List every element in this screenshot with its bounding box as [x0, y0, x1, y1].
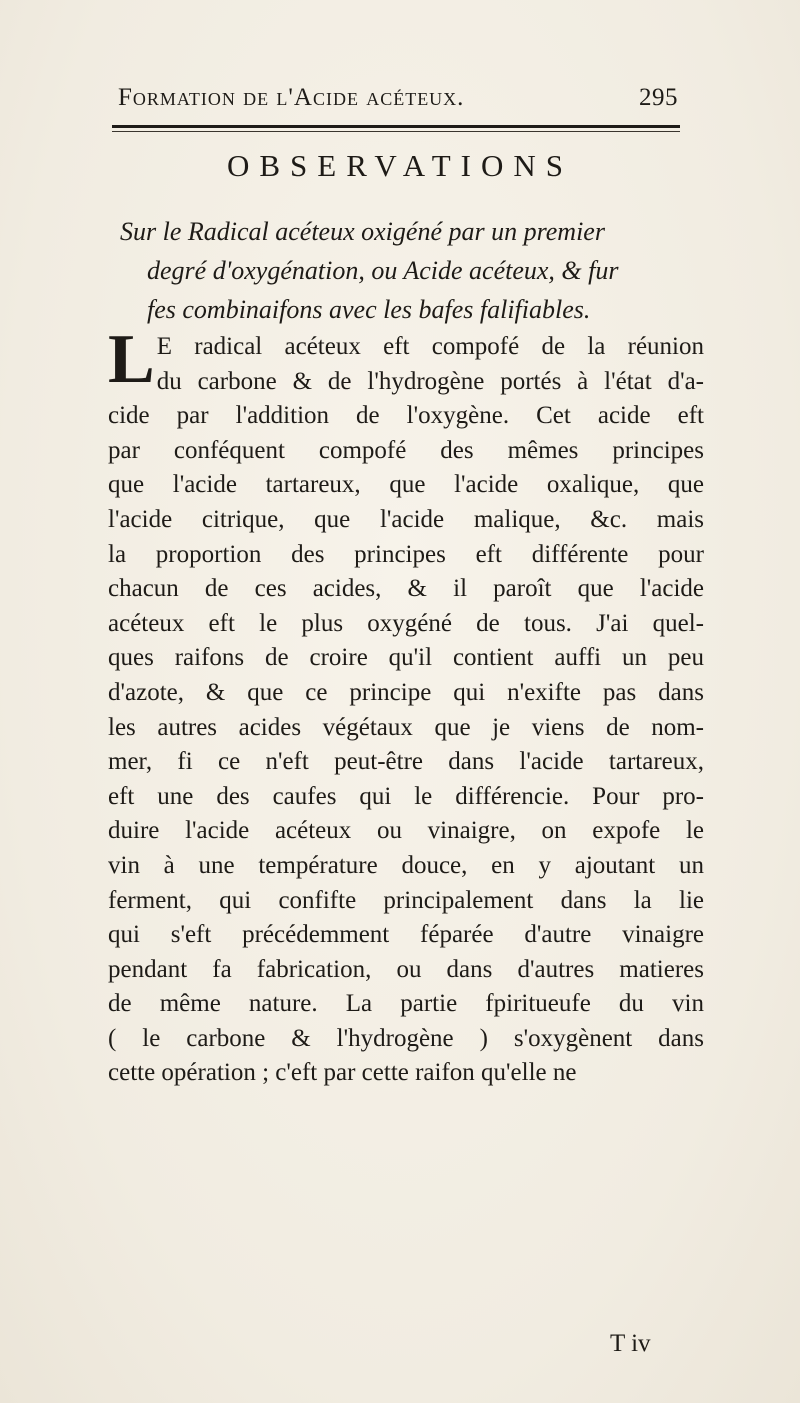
header-rule-thin — [112, 131, 680, 132]
text-line: ques raifons de croire qu'il contient auffi un peu — [108, 644, 704, 672]
header-rule — [112, 125, 680, 128]
running-title: Formation de l'Acide acéteux. — [118, 84, 465, 111]
text-line: mer, fi ce n'eft peut-être dans l'acide tartareux, — [108, 748, 704, 776]
subtitle-line: Sur le Radical acéteux oxigéné par un premier — [120, 217, 605, 246]
text-line: E radical acéteux eft compofé de la réunion — [156, 333, 704, 360]
subtitle-line: fes combinaifons avec les bafes falifiables. — [147, 295, 591, 324]
text-line: d'azote, & que ce principe qui n'exifte pas dans — [108, 678, 704, 706]
text-line: la proportion des principes eft différente pour — [108, 540, 704, 568]
text-line: duire l'acide acéteux ou vinaigre, on expofe le — [108, 817, 704, 845]
text-line: les autres acides végétaux que je viens de nom- — [108, 713, 704, 741]
text-line: eft une des caufes qui le différencie. Pour pro- — [108, 782, 704, 810]
page-number: 295 — [639, 84, 678, 111]
text-line: de même nature. La partie fpiritueufe du vin — [108, 990, 704, 1018]
text-line: par conféquent compofé des mêmes principes — [108, 436, 704, 464]
text-line: qui s'eft précédemment féparée d'autre vinaigre — [108, 921, 704, 949]
text-line: chacun de ces acides, & il paroît que l'acide — [108, 575, 704, 603]
section-heading: OBSERVATIONS — [226, 148, 574, 183]
text-line: cette opération ; c'eft par cette raifon qu'elle ne — [108, 1059, 577, 1087]
running-head — [118, 84, 678, 112]
text-line: que l'acide tartareux, que l'acide oxalique, que — [108, 471, 704, 499]
text-line: acéteux eft le plus oxygéné de tous. J'ai quel- — [108, 609, 704, 637]
signature-mark: T iv — [610, 1330, 651, 1357]
drop-cap: L — [108, 321, 155, 398]
text-line: pendant fa fabrication, ou dans d'autres matieres — [108, 955, 704, 983]
text-line: ferment, qui confifte principalement dans la lie — [108, 886, 704, 914]
text-line: vin à une température douce, en y ajoutant un — [108, 851, 704, 879]
section-subtitle — [120, 212, 700, 329]
text-line: cide par l'addition de l'oxygène. Cet acide eft — [108, 402, 704, 430]
text-line: l'acide citrique, que l'acide malique, &c. mais — [108, 505, 704, 533]
text-line: du carbone & de l'hydrogène portés à l'état d'a- — [156, 367, 704, 395]
body-paragraph — [108, 321, 704, 1091]
subtitle-line: degré d'oxygénation, ou Acide acéteux, & fur — [147, 256, 619, 285]
text-line: ( le carbone & l'hydrogène ) s'oxygènent dans — [108, 1024, 704, 1052]
